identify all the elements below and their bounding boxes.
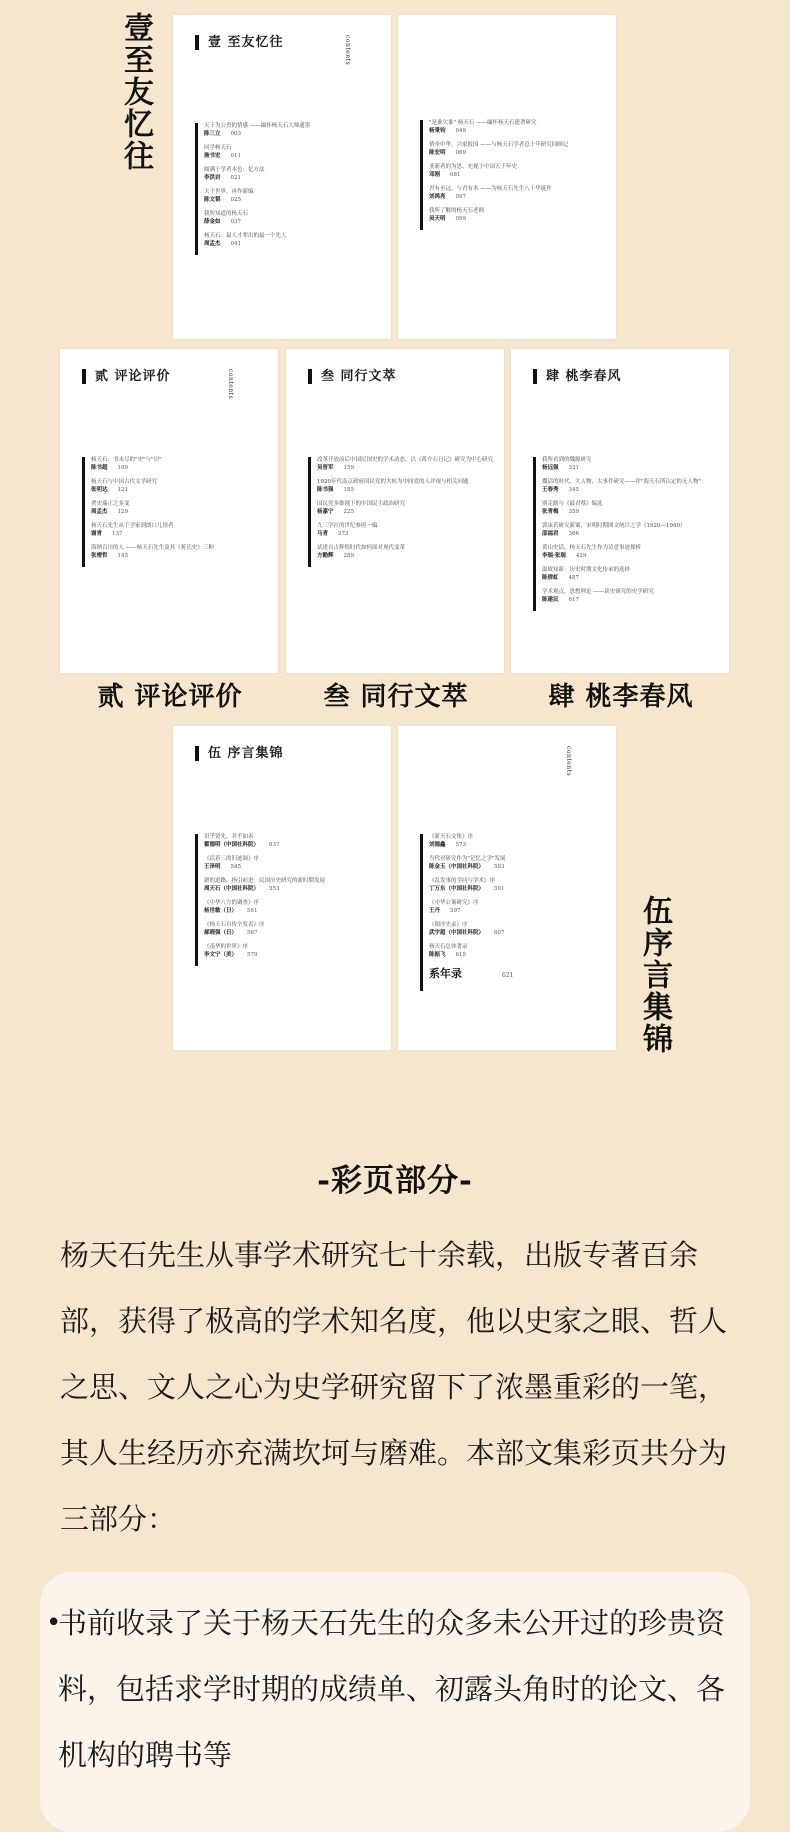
toc-entry-title: 《杨天石自传全发表》序 (204, 922, 265, 928)
label-section2: 贰 评论评价 (97, 682, 243, 712)
toc-entry-author: 武宇超（中国社科院） (429, 930, 485, 936)
toc-list (195, 123, 310, 255)
toc-entry-title: 我所看到的魏源研究 (542, 457, 592, 463)
toc-entry-page: 099 (455, 216, 467, 222)
toc-entry-title: 《新天石文集》序 (429, 834, 474, 840)
toc-entry-page: 617 (568, 597, 580, 603)
toc-entry-author: 陈建民 (542, 597, 559, 603)
toc-entry-author: 陈宏明 (429, 150, 446, 156)
toc-entry-annals (429, 966, 513, 984)
toc-page-6 (173, 726, 391, 1050)
toc-entry-title: 试述自古辉煌时代如何面对现代变革 (317, 545, 406, 551)
toc-list (420, 834, 513, 991)
toc-entry-title: 情牵中华，兴家报国 ——与杨天石学者总十年研究回顾记 (429, 142, 569, 148)
toc-entry-title: 《活着三的旧迹调》序 (204, 856, 260, 862)
toc-entry (91, 479, 214, 494)
toc-entry (317, 479, 493, 494)
toc-page-7 (398, 726, 616, 1050)
toc-entry-page: 121 (117, 487, 129, 493)
toc-entry-page: 037 (230, 219, 242, 225)
toc-list (420, 120, 568, 230)
toc-entry-author: 张增哲 (91, 553, 108, 559)
toc-page-1 (173, 15, 391, 339)
toc-entry-author-line (429, 929, 513, 937)
toc-entry (204, 145, 310, 160)
toc-entry-title: 《中华公案研究》序 (429, 900, 479, 906)
toc-entry-title: "是谁欠谁" 杨天石 ——缅怀杨天石遗著研究 (429, 120, 537, 126)
toc-entry-author-line (429, 863, 513, 871)
toc-entry-author-line (204, 929, 325, 937)
toc-entry-page: 573 (455, 842, 467, 848)
toc-entry-page: 366 (568, 531, 580, 537)
toc-list (82, 457, 214, 567)
toc-entry (204, 211, 310, 226)
toc-entry-title: 君有至远，与君有本 ——为杨天石先生八十华诞作 (429, 186, 552, 192)
toc-entry-author: 霍德明（中国社科院） (204, 842, 260, 848)
toc-entry-title: 杨天石：最人才辈出的最一个先人 (204, 233, 287, 239)
toc-entry-title: 杨天石先生从千学家到朗口儿情者 (91, 523, 174, 529)
toc-entry (542, 523, 701, 538)
toc-entry (317, 523, 493, 538)
toc-entry-page: 637 (269, 842, 280, 848)
toc-entry-author: 杨世敏（日） (204, 908, 238, 914)
toc-entry (317, 545, 493, 560)
toc-entry-page: 273 (338, 531, 349, 537)
toc-entry-author: 杨秉钧 (429, 128, 446, 134)
toc-entry-title: 国民党多维视下的中国民主政治研究 (317, 501, 406, 507)
label-section5: 伍序言集锦 (637, 895, 672, 1055)
toc-entry (204, 856, 325, 871)
toc-entry-page: 567 (247, 930, 258, 936)
toc-entry-title: 温故知新：历史时期文化传承的选择 (542, 567, 631, 573)
toc-entry-page: 109 (117, 465, 129, 471)
toc-entry (429, 856, 513, 871)
bullet-item (46, 1590, 740, 1788)
toc-entry-page: 041 (230, 241, 242, 247)
toc-entry-author-line (317, 486, 493, 494)
toc-entry-author-line (317, 508, 493, 516)
toc-entry-page: 159 (343, 465, 355, 471)
toc-entry (429, 164, 568, 179)
toc-entry-author-line (429, 841, 513, 849)
toc-entry (429, 878, 513, 893)
toc-entry-title: 我所知道的杨天石 (204, 211, 249, 217)
toc-entry-page: 561 (247, 908, 258, 914)
toc-entry (204, 944, 325, 959)
section-title: -彩页部分- (317, 1163, 473, 1199)
toc-entry-title: 《图序史录》序 (429, 922, 468, 928)
toc-entry (429, 120, 568, 135)
toc-entry (429, 186, 568, 201)
toc-entry-page: 331 (568, 465, 580, 471)
toc-entry-author: 谢青 (91, 531, 103, 537)
page-header: 贰 评论评价 (82, 369, 171, 384)
toc-entry-title: 当代对研究作为"记忆之学"发展 (429, 856, 506, 862)
toc-entry-page: 137 (112, 531, 123, 537)
toc-entry-title: 新的道路，指引前进：民国历史研究的新时期发展 (204, 878, 326, 884)
toc-entry-page: 345 (568, 487, 580, 493)
toc-entry-title: 杨天石与中国古代文学研究 (91, 479, 158, 485)
toc-entry-page: 597 (450, 908, 461, 914)
toc-entry-author: 陈三立 (204, 131, 221, 137)
toc-entry (204, 123, 310, 138)
toc-entry-page: 097 (455, 194, 467, 200)
toc-entry-author-line (204, 885, 325, 893)
bullet-text: 书前收录了关于杨天石先生的众多未公开过的珍贵资料，包括求学时期的成绩单、初露头角时的论文、各机构的聘书等 (58, 1606, 726, 1772)
toc-entry-author: 周天石（中国社科院） (204, 886, 260, 892)
toc-entry-author: 王泽明 (204, 864, 221, 870)
toc-entry (429, 944, 513, 959)
toc-entry-page: 003 (230, 131, 242, 137)
intro-paragraph: 杨天石先生从事学术研究七十余载，出版专著百余部，获得了极高的学术知名度，他以史家之眼、哲人之思、文人之心为史学研究留下了浓墨重彩的一笔，其人生经历亦充满坎坷与磨难。本部文集彩页共分为三部分： (60, 1238, 728, 1536)
toc-entry-title: 同学杨天石 (204, 145, 232, 151)
toc-page-4 (286, 349, 504, 673)
toc-entry-author: 邵福君 (542, 531, 559, 537)
toc-entry-title: 亚新者的为思、充视于中国五千年史 (429, 164, 518, 170)
toc-entry-page: 049 (455, 128, 467, 134)
toc-list (195, 834, 325, 966)
toc-entry-author-line (204, 218, 310, 226)
toc-entry-page: 289 (343, 553, 355, 559)
toc-entry (429, 900, 513, 915)
toc-entry-author: 陈文韬 (204, 197, 221, 203)
toc-entry-title: 《乱发事的学问与学术》序 (429, 878, 496, 884)
contents-mark: contents (565, 746, 572, 777)
toc-entry-title: 撒话的时代，大人物，大事件研究——评"海天石所认定的无人物" (542, 479, 702, 485)
toc-entry-author: 杨嘉宁 (317, 509, 334, 515)
toc-entry (317, 457, 493, 472)
toc-entry-author: 邓刚 (429, 172, 441, 178)
toc-entry-author: 薛金如 (204, 219, 221, 225)
toc-entry-page: 129 (117, 509, 129, 515)
label-section1: 壹至友忆往 (118, 12, 153, 172)
toc-entry-author-line (542, 464, 701, 472)
toc-entry-author-line (429, 193, 568, 201)
toc-entry-page: 591 (494, 886, 505, 892)
toc-entry-title: 海纳百川的人 ——杨天石先生及其《蒋氏史》三种 (91, 545, 214, 551)
toc-entry-page: 615 (455, 952, 467, 958)
toc-entry-page: 025 (230, 197, 242, 203)
toc-entry-author-line (542, 508, 701, 516)
toc-entry-author: 张明达 (91, 487, 108, 493)
toc-entry-author-line (91, 530, 214, 538)
label-section4: 肆 桃李春风 (548, 682, 694, 712)
toc-entry-title: 我所了解的杨天石老师 (429, 208, 485, 214)
toc-entry-page: 545 (230, 864, 242, 870)
toc-entry-title: 郭沫若研究新案，宋明时期图文统计之学（1920—1940） (542, 523, 686, 529)
toc-list (533, 457, 701, 611)
toc-entry-author: 李洪岩 (204, 175, 221, 181)
toc-entry (542, 501, 701, 516)
toc-entry (204, 878, 325, 893)
toc-entry-title: 九三学社的世纪参照一编 (317, 523, 378, 529)
toc-entry (91, 545, 214, 560)
toc-entry-author: 陈书强 (317, 487, 334, 493)
toc-entry-title: 《中华八方的调查》序 (204, 900, 260, 906)
toc-entry (542, 457, 701, 472)
toc-entry-page: 583 (494, 864, 505, 870)
toc-entry-author-line (204, 951, 325, 959)
toc-entry-author: 刘德鑫 (429, 842, 446, 848)
toc-entry-title: 著史瑞正之多变 (91, 501, 130, 507)
toc-entry-title: 学术观点，思想理论 ——谈史研究的史学研究 (542, 589, 654, 595)
toc-entry (204, 167, 310, 182)
toc-entry-author-line (204, 130, 310, 138)
toc-entry-author-line (429, 149, 568, 157)
toc-entry-page: 429 (575, 553, 587, 559)
bullet-dot: • (46, 1608, 62, 1638)
toc-entry-author-line (91, 464, 214, 472)
toc-entry-title: 黄山史话，杨天石先生作为诗意事迹探析 (542, 545, 642, 551)
toc-entry-author: 吴天明 (429, 216, 446, 222)
toc-entry-page: 145 (117, 553, 129, 559)
toc-entry-title: 《南华的世界》序 (204, 944, 249, 950)
toc-entry-page: 553 (269, 886, 280, 892)
toc-entry-page: 225 (343, 509, 355, 515)
toc-entry (91, 457, 214, 472)
toc-entry-author: 方勤辉 (317, 553, 334, 559)
toc-entry-author: 李瑞·张瑞 (542, 553, 566, 559)
contents-mark: contents (227, 369, 234, 400)
toc-entry-title: 杨天石：书未尽的"史"与"识" (91, 457, 162, 463)
toc-entry-author: 吴晋军 (317, 465, 334, 471)
toc-entry (542, 567, 701, 582)
toc-entries (429, 834, 513, 959)
label-section3: 叁 同行文萃 (323, 682, 469, 712)
toc-entry-author-line (542, 552, 701, 560)
toc-entry-author: 刘鸿亮 (429, 194, 446, 200)
page-header: 伍 序言集锦 (195, 746, 284, 761)
toc-entry-author: 施书宏 (204, 153, 221, 159)
toc-entry-author-line (429, 885, 513, 893)
toc-entry-page: 185 (343, 487, 355, 493)
annals-title: 系年录 (429, 967, 462, 980)
toc-entry-author: 王春秀 (542, 487, 559, 493)
toc-entry (204, 189, 310, 204)
toc-entry-author-line (91, 486, 214, 494)
toc-entry-author-line (429, 907, 513, 915)
toc-entry-author: 王丹 (429, 908, 441, 914)
toc-entry-page: 081 (450, 172, 461, 178)
toc-entry-author: 周孟杰 (204, 241, 221, 247)
page-header: 肆 桃李春风 (533, 369, 622, 384)
toc-entry (429, 208, 568, 223)
toc-entry (317, 501, 493, 516)
contents-mark: contents (344, 35, 351, 66)
toc-entry-title: 别走路与《最君蔡》编选 (542, 501, 603, 507)
toc-entry-page: 607 (494, 930, 505, 936)
toc-entry-author-line (91, 508, 214, 516)
toc-entry (204, 922, 325, 937)
toc-entry-author: 周孟杰 (91, 509, 108, 515)
toc-entry-page: 487 (568, 575, 580, 581)
toc-entry-author-line (429, 127, 568, 135)
page-header: 壹 至友忆往 (195, 35, 284, 50)
toc-entry (429, 834, 513, 849)
toc-entry-title: 杨天石总体著录 (429, 944, 468, 950)
toc-entry (204, 834, 325, 849)
toc-page-2 (398, 15, 616, 339)
toc-entry-author-line (542, 530, 701, 538)
toc-entry-author: 陈振飞 (429, 952, 446, 958)
toc-entry (204, 900, 325, 915)
toc-entry-author: 杨远强 (542, 465, 559, 471)
toc-entry-author: 陈倩虹 (542, 575, 559, 581)
toc-entry (542, 589, 701, 604)
page-header: 叁 同行文萃 (308, 369, 397, 384)
toc-entry-author-line (317, 552, 493, 560)
toc-entry (91, 523, 214, 538)
toc-entry (542, 479, 701, 494)
toc-entry-author-line (429, 951, 513, 959)
toc-entry-author-line (542, 596, 701, 604)
toc-entry-author-line (429, 215, 568, 223)
toc-entry-title: 改革开放前后中国民国史的学术动态，以《蒋介石日记》研究为中心研究 (317, 457, 494, 463)
toc-entry-author-line (317, 464, 493, 472)
toc-entry-author-line (542, 486, 701, 494)
toc-entry (91, 501, 214, 516)
toc-list (308, 457, 493, 567)
toc-entry-author-line (204, 196, 310, 204)
toc-entry-title: 大千世界，再作新编 (204, 189, 254, 195)
toc-entry-author: 陈金玉（中国社科院） (429, 864, 485, 870)
toc-entry-author-line (317, 530, 493, 538)
toc-entry-author-line (204, 863, 325, 871)
toc-entry-page: 579 (247, 952, 258, 958)
toc-entry-title: 识乎贤先，并不如表 (204, 834, 254, 840)
toc-entry-author: 李文宁（美） (204, 952, 238, 958)
toc-entry-author: 丁万东（中国社科院） (429, 886, 485, 892)
toc-page-5 (511, 349, 729, 673)
toc-entry-author-line (429, 171, 568, 179)
toc-entry-author: 马青 (317, 531, 329, 537)
toc-entry-author: 郝晓强（日） (204, 930, 238, 936)
toc-entry-page: 359 (568, 509, 580, 515)
toc-entry-title: 天下为公贵的情感 ——缅怀杨天石大师遗墨 (204, 123, 311, 129)
toc-entry-author-line (542, 574, 701, 582)
toc-entry-author-line (204, 152, 310, 160)
toc-entry-page: 011 (230, 153, 242, 159)
toc-entry-author-line (91, 552, 214, 560)
toc-entry-page: 021 (230, 175, 242, 181)
toc-entry-title: 1920年代南京政府国民党的大转为中间党的人评视与相关问题 (317, 479, 469, 485)
toc-entry-author-line (204, 841, 325, 849)
toc-entry (429, 142, 568, 157)
toc-entry-author: 张青梅 (542, 509, 559, 515)
toc-entry-author-line (204, 174, 310, 182)
annals-page: 621 (502, 972, 514, 979)
toc-entry-author: 陈书超 (91, 465, 108, 471)
toc-entry-page: 069 (455, 150, 467, 156)
toc-entry (542, 545, 701, 560)
toc-page-3 (60, 349, 278, 673)
toc-entry-author-line (204, 240, 310, 248)
toc-entry (204, 233, 310, 248)
toc-entry-author-line (204, 907, 325, 915)
toc-entry (429, 922, 513, 937)
toc-entry-title: 圆满于学者本色：忆方法 (204, 167, 265, 173)
